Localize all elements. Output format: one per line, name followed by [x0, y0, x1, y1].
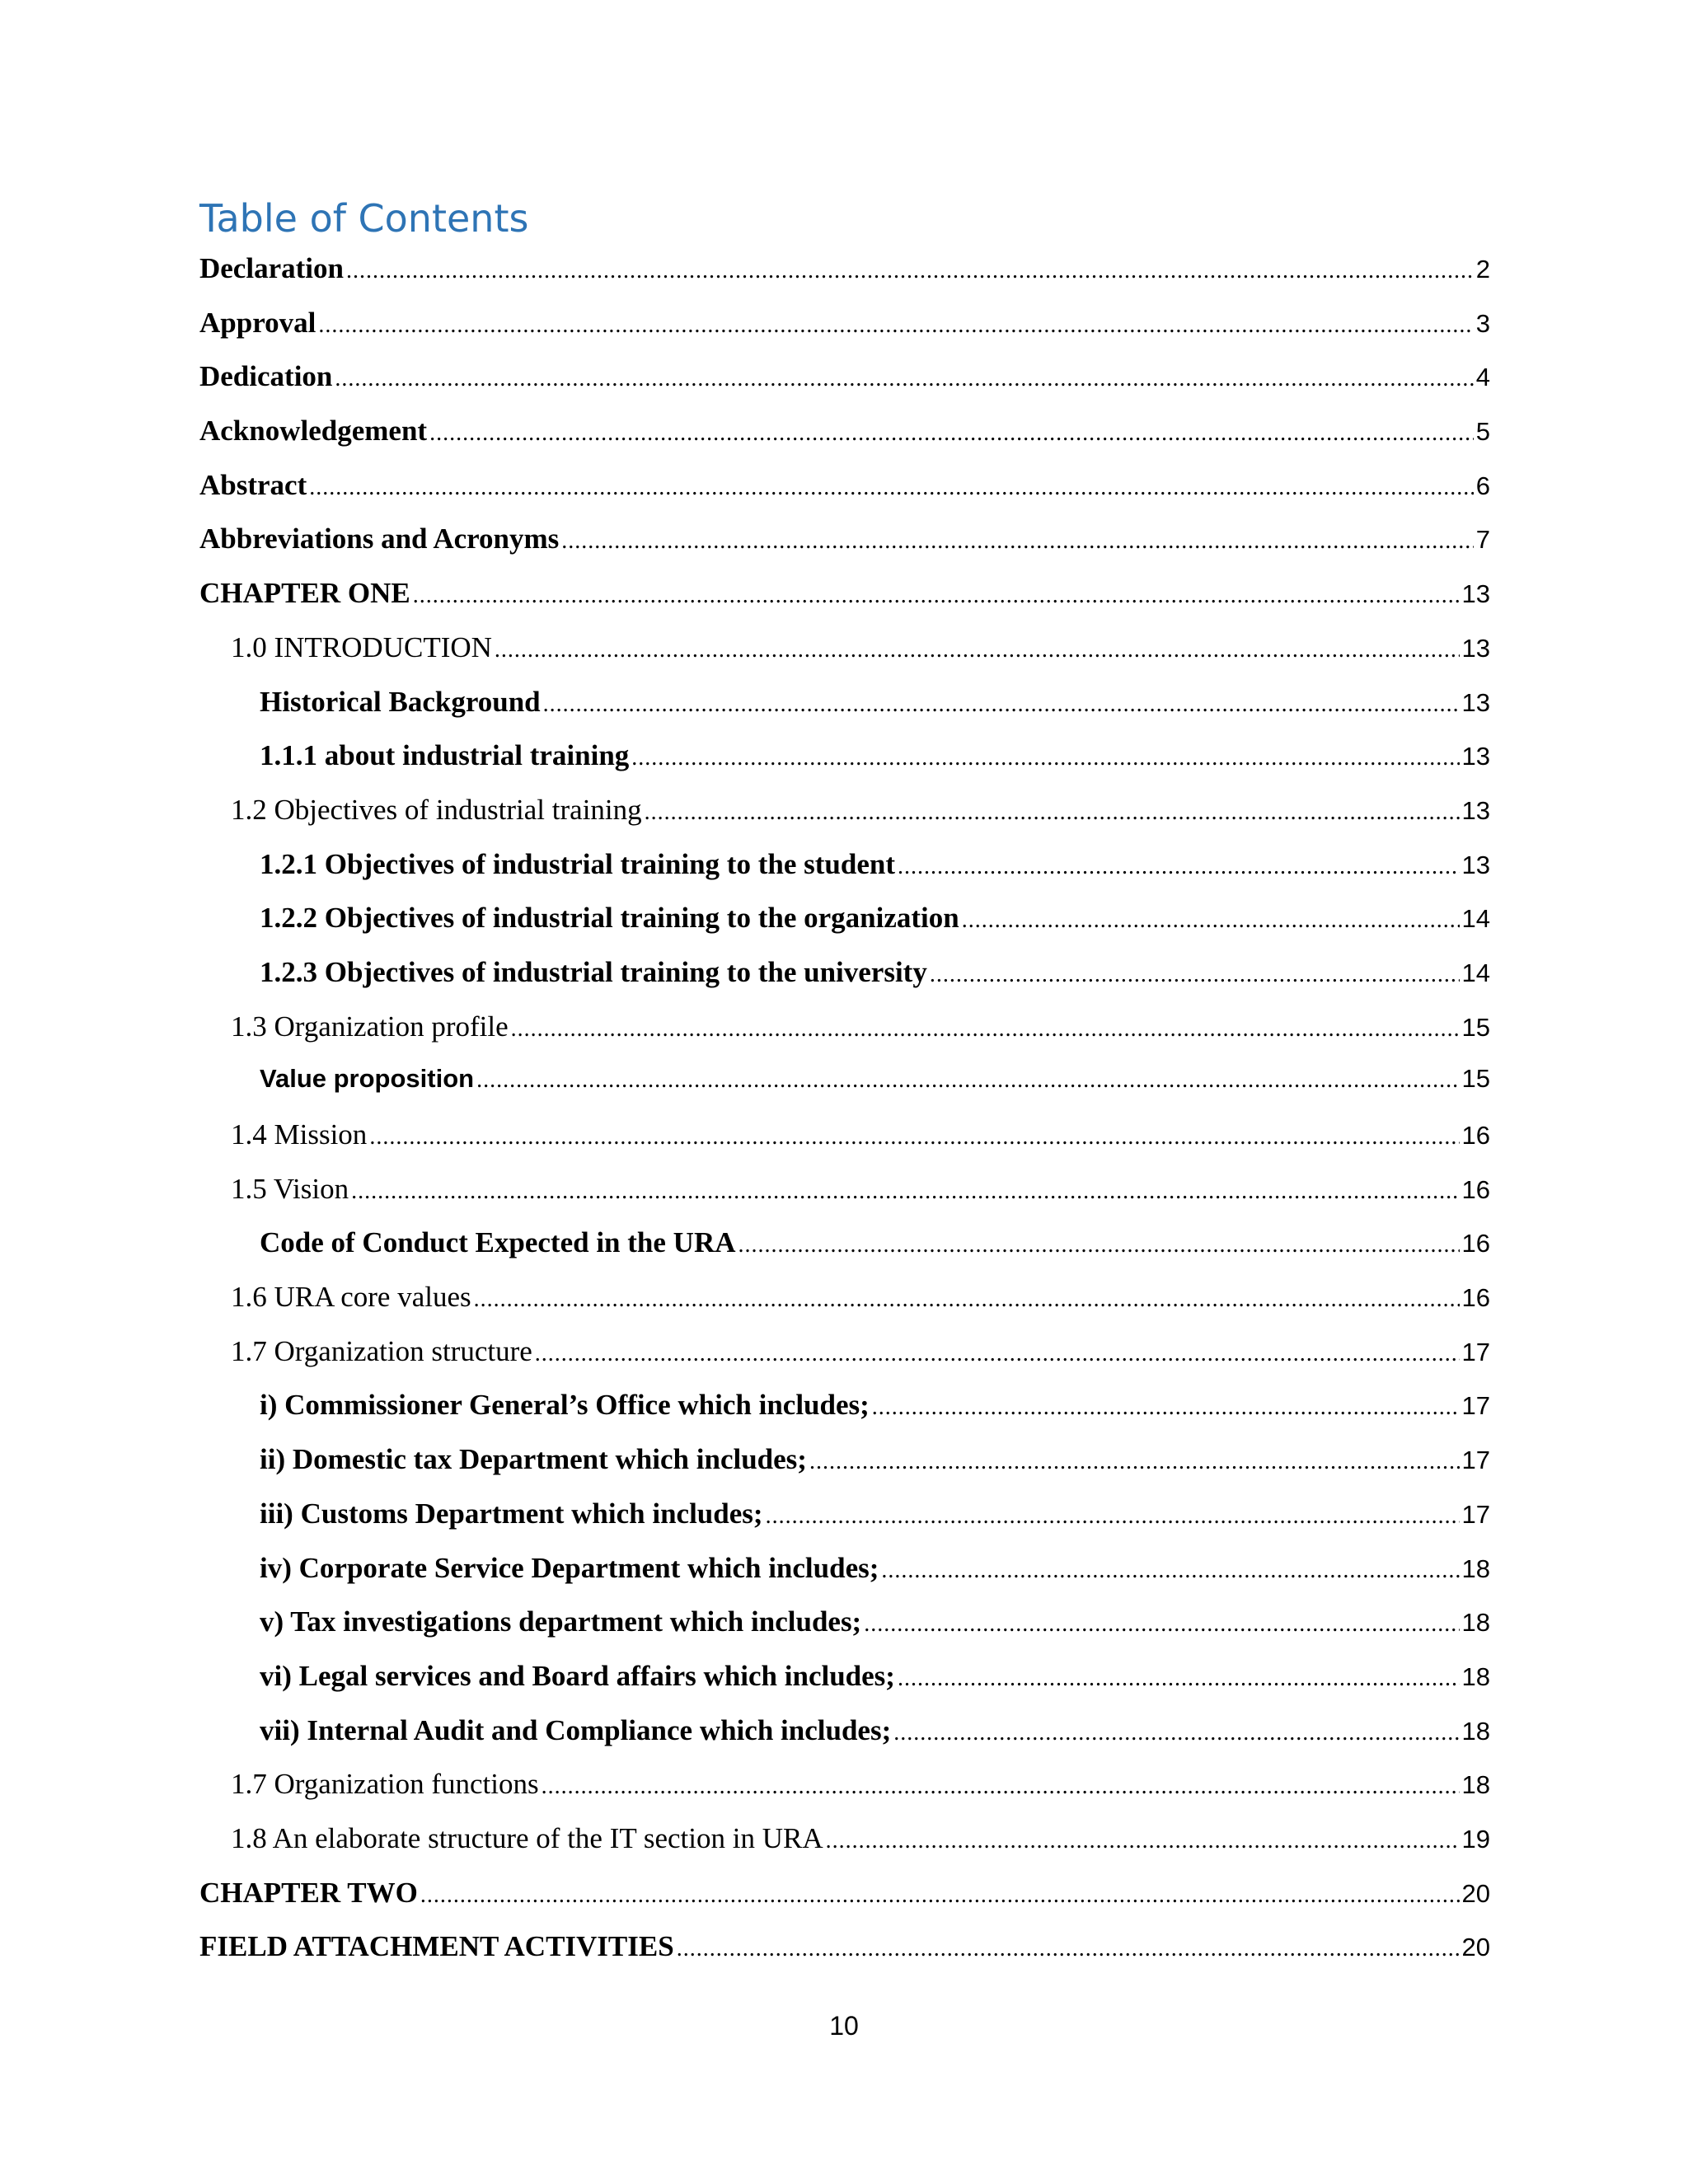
toc-entry[interactable] [199, 1877, 1490, 1931]
toc-entry-page: 18 [1461, 1770, 1490, 1800]
toc-entry[interactable] [199, 523, 1490, 577]
dot-leader [631, 745, 1459, 771]
toc-entry[interactable] [199, 1714, 1490, 1769]
toc-entry-text: 1.8 An elaborate structure of the IT section in URA [231, 1821, 823, 1854]
toc-entry-page: 13 [1461, 742, 1490, 771]
toc-entry-page: 16 [1461, 1174, 1490, 1204]
toc-entry[interactable] [199, 956, 1490, 1010]
dot-leader [476, 1067, 1459, 1094]
toc-entry[interactable] [199, 252, 1490, 307]
toc-entry[interactable] [199, 631, 1490, 686]
toc-entry-page: 13 [1461, 579, 1490, 609]
toc-entry[interactable] [199, 686, 1490, 740]
toc-entry-text: iv) Corporate Service Department which includes; [260, 1551, 879, 1584]
toc-entry-text: Acknowledgement [199, 415, 428, 448]
toc-entry-text: 1.3 Organization profile [231, 1010, 509, 1043]
dot-leader [543, 691, 1460, 718]
toc-entry-page: 18 [1461, 1608, 1490, 1638]
dot-leader [864, 1611, 1459, 1638]
toc-entry[interactable] [199, 794, 1490, 848]
dot-leader [766, 1503, 1460, 1530]
toc-entry-text: CHAPTER TWO [199, 1876, 418, 1909]
toc-entry-page: 2 [1475, 255, 1490, 284]
toc-entry-page: 20 [1461, 1933, 1490, 1962]
toc-entry-text: 1.0 INTRODUCTION [231, 630, 492, 663]
toc-entry[interactable] [199, 739, 1490, 794]
toc-entry[interactable] [199, 1822, 1490, 1877]
toc-entry-text: CHAPTER ONE [199, 577, 410, 610]
toc-entry-text: vi) Legal services and Board affairs which includes; [260, 1659, 895, 1692]
toc-entry[interactable] [199, 577, 1490, 631]
toc-entry-text: 1.2.1 Objectives of industrial training to the student [260, 847, 895, 880]
toc-entry-text: 1.7 Organization structure [231, 1334, 532, 1367]
dot-leader [420, 1882, 1460, 1909]
dot-leader [474, 1286, 1460, 1313]
dot-leader [645, 799, 1460, 826]
toc-entry-text: vii) Internal Audit and Compliance which includes; [260, 1713, 892, 1746]
toc-entry[interactable] [199, 1389, 1490, 1443]
dot-leader [309, 475, 1474, 501]
toc-entry[interactable] [199, 1281, 1490, 1335]
toc-entry-text: Dedication [199, 360, 333, 393]
toc-entry-text: 1.6 URA core values [231, 1281, 471, 1314]
toc-entry-page: 6 [1475, 471, 1490, 500]
toc-entry-page: 14 [1461, 904, 1490, 934]
toc-entry[interactable] [199, 902, 1490, 956]
dot-leader [809, 1449, 1460, 1475]
toc-entry-page: 13 [1461, 687, 1490, 717]
dot-leader [429, 420, 1474, 447]
toc-entry-text: 1.2 Objectives of industrial training [231, 793, 642, 826]
toc-entry[interactable] [199, 360, 1490, 415]
dot-leader [826, 1828, 1460, 1854]
toc-entry[interactable] [199, 1930, 1490, 1985]
dot-leader [561, 528, 1473, 555]
toc-entry-text: Approval [199, 306, 316, 339]
dot-leader [898, 854, 1460, 880]
dot-leader [346, 258, 1474, 284]
dot-leader [881, 1558, 1459, 1584]
toc-entry-text: ii) Domestic tax Department which includes; [260, 1443, 807, 1476]
dot-leader [542, 1774, 1460, 1800]
toc-entry-page: 14 [1461, 958, 1490, 987]
toc-entry[interactable] [199, 1118, 1490, 1173]
toc-entry[interactable] [199, 415, 1490, 469]
toc-entry[interactable] [199, 1768, 1490, 1822]
toc-list [199, 252, 1490, 1985]
toc-title: Table of Contents [199, 196, 529, 241]
toc-entry-page: 13 [1461, 795, 1490, 825]
toc-entry-page: 18 [1461, 1554, 1490, 1583]
toc-entry[interactable] [199, 1660, 1490, 1714]
dot-leader [511, 1016, 1460, 1043]
dot-leader [898, 1666, 1460, 1692]
toc-entry-text: Declaration [199, 252, 344, 284]
dot-leader [962, 907, 1460, 934]
toc-entry-page: 15 [1461, 1012, 1490, 1042]
dot-leader [495, 637, 1460, 663]
toc-entry[interactable] [199, 1064, 1490, 1118]
toc-entry-text: FIELD ATTACHMENT ACTIVITIES [199, 1930, 674, 1963]
toc-entry-page: 15 [1461, 1064, 1490, 1094]
toc-entry-text: 1.7 Organization functions [231, 1768, 539, 1801]
toc-entry-text: 1.1.1 about industrial training [260, 739, 630, 772]
toc-entry-text: 1.4 Mission [231, 1118, 368, 1151]
toc-entry[interactable] [199, 1010, 1490, 1065]
toc-entry-text: 1.2.3 Objectives of industrial training to the university [260, 955, 927, 988]
toc-entry[interactable] [199, 1443, 1490, 1497]
dot-leader [351, 1179, 1459, 1205]
toc-entry-page: 3 [1475, 308, 1490, 338]
toc-entry-page: 13 [1461, 850, 1490, 879]
toc-entry-page: 18 [1461, 1661, 1490, 1691]
toc-entry[interactable] [199, 1335, 1490, 1390]
dot-leader [872, 1394, 1460, 1421]
toc-entry-page: 17 [1461, 1337, 1490, 1366]
dot-leader [535, 1341, 1460, 1367]
toc-entry-text: Historical Background [260, 685, 541, 718]
toc-entry-page: 17 [1461, 1446, 1490, 1475]
toc-entry[interactable] [199, 1497, 1490, 1552]
toc-entry-text: iii) Customs Department which includes; [260, 1497, 763, 1530]
toc-entry-text: i) Commissioner General’s Office which includes; [260, 1389, 870, 1422]
dot-leader [893, 1720, 1459, 1746]
dot-leader [335, 366, 1473, 392]
toc-entry-text: Abbreviations and Acronyms [199, 523, 560, 555]
toc-entry[interactable] [199, 1605, 1490, 1660]
toc-entry-page: 16 [1461, 1283, 1490, 1313]
toc-entry[interactable] [199, 1173, 1490, 1227]
toc-entry-text: 1.2.2 Objectives of industrial training to the organization [260, 902, 959, 935]
toc-entry-page: 19 [1461, 1824, 1490, 1854]
dot-leader [677, 1936, 1460, 1962]
toc-entry-page: 18 [1461, 1716, 1490, 1746]
toc-entry-page: 16 [1461, 1229, 1490, 1258]
toc-entry[interactable] [199, 469, 1490, 523]
dot-leader [413, 583, 1460, 609]
toc-entry-page: 20 [1461, 1878, 1490, 1908]
dot-leader [318, 312, 1473, 339]
toc-entry-page: 17 [1461, 1499, 1490, 1529]
toc-entry-page: 4 [1475, 363, 1490, 392]
dot-leader [738, 1232, 1460, 1258]
toc-entry[interactable] [199, 1226, 1490, 1281]
page-number: 10 [829, 2011, 859, 2041]
toc-entry[interactable] [199, 848, 1490, 902]
toc-entry-text: Abstract [199, 468, 307, 501]
toc-entry-page: 7 [1475, 525, 1490, 555]
toc-entry[interactable] [199, 1552, 1490, 1606]
toc-entry-page: 5 [1475, 417, 1490, 447]
toc-entry-page: 16 [1461, 1121, 1490, 1150]
dot-leader [369, 1124, 1459, 1151]
toc-entry-text: 1.5 Vision [231, 1172, 349, 1205]
toc-entry-text: Code of Conduct Expected in the URA [260, 1226, 736, 1259]
dot-leader [930, 962, 1460, 988]
toc-entry-page: 13 [1461, 633, 1490, 663]
toc-entry-text: Value proposition [260, 1064, 475, 1094]
toc-entry-page: 17 [1461, 1391, 1490, 1421]
toc-entry-text: v) Tax investigations department which includes; [260, 1605, 862, 1638]
toc-entry[interactable] [199, 307, 1490, 361]
